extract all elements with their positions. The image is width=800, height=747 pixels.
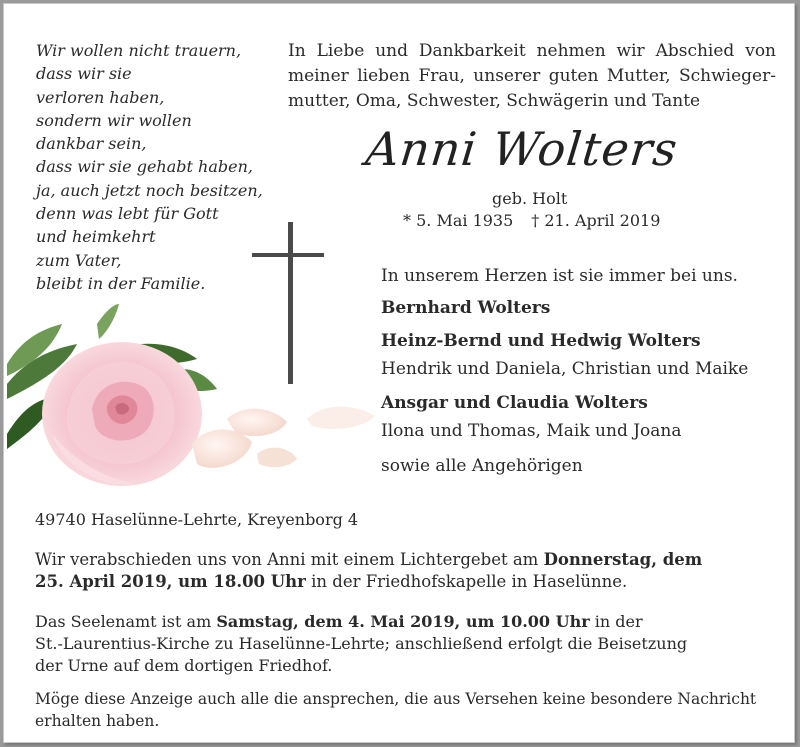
poem-line: denn was lebt für Gott: [36, 204, 219, 224]
deceased-name: Anni Wolters: [363, 122, 681, 176]
intro-line: In Liebe und Dankbarkeit nehmen wir Abschied von: [288, 41, 776, 61]
cross-icon: [252, 222, 332, 384]
requiem-line: der Urne auf dem dortigen Friedhof.: [35, 656, 333, 675]
poem-line: zum Vater,: [36, 250, 122, 270]
service-line: Wir verabschieden uns von Anni mit einem Lichtergebet am Donnerstag, dem: [35, 550, 703, 569]
poem-line: verloren haben,: [36, 87, 165, 107]
family-member: Ansgar und Claudia Wolters: [381, 393, 648, 413]
poem-line: ja, auch jetzt noch besitzen,: [36, 180, 263, 200]
poem-line: dass wir sie: [36, 64, 132, 84]
death-date: † 21. April 2019: [531, 211, 661, 230]
obituary-card: [3, 3, 795, 743]
family-member: Heinz-Bernd und Hedwig Wolters: [381, 331, 701, 351]
intro-line: meiner lieben Frau, unserer guten Mutter, Schwieger-: [288, 66, 776, 86]
address: 49740 Haselünne-Lehrte, Kreyenborg 4: [35, 510, 359, 529]
poem-line: bleibt in der Familie.: [36, 273, 206, 293]
poem: [36, 39, 276, 295]
other-relatives: sowie alle Angehörigen: [381, 456, 583, 476]
service-info: [35, 549, 775, 593]
note-line: Möge diese Anzeige auch alle die ansprechen, die aus Versehen keine besondere Nachricht: [35, 690, 757, 708]
poem-line: dass wir sie gehabt haben,: [36, 157, 253, 177]
requiem-info: [35, 611, 775, 677]
birth-date: * 5. Mai 1935: [403, 211, 514, 230]
poem-line: sondern wir wollen: [36, 110, 192, 130]
life-dates: [403, 211, 660, 230]
poem-line: dankbar sein,: [36, 134, 147, 154]
heart-line: In unserem Herzen ist sie immer bei uns.: [381, 266, 738, 286]
intro-line: mutter, Oma, Schwester, Schwägerin und Tante: [288, 91, 701, 111]
poem-line: und heimkehrt: [36, 227, 156, 247]
birth-name: geb. Holt: [492, 189, 568, 208]
requiem-line: St.-Laurentius-Kirche zu Haselünne-Lehrte; anschließend erfolgt die Beisetzung: [35, 634, 688, 653]
family-member: Bernhard Wolters: [381, 298, 551, 318]
family-children: Ilona und Thomas, Maik und Joana: [381, 421, 682, 441]
closing-note: [35, 688, 775, 732]
family-children: Hendrik und Daniela, Christian und Maike: [381, 359, 749, 379]
service-line: 25. April 2019, um 18.00 Uhr in der Friedhofskapelle in Haselünne.: [35, 572, 628, 591]
note-line: erhalten haben.: [35, 712, 160, 730]
poem-line: Wir wollen nicht trauern,: [36, 41, 242, 60]
intro-text: [288, 39, 776, 114]
requiem-line: Das Seelenamt ist am Samstag, dem 4. Mai 2019, um 10.00 Uhr in der: [35, 612, 643, 631]
